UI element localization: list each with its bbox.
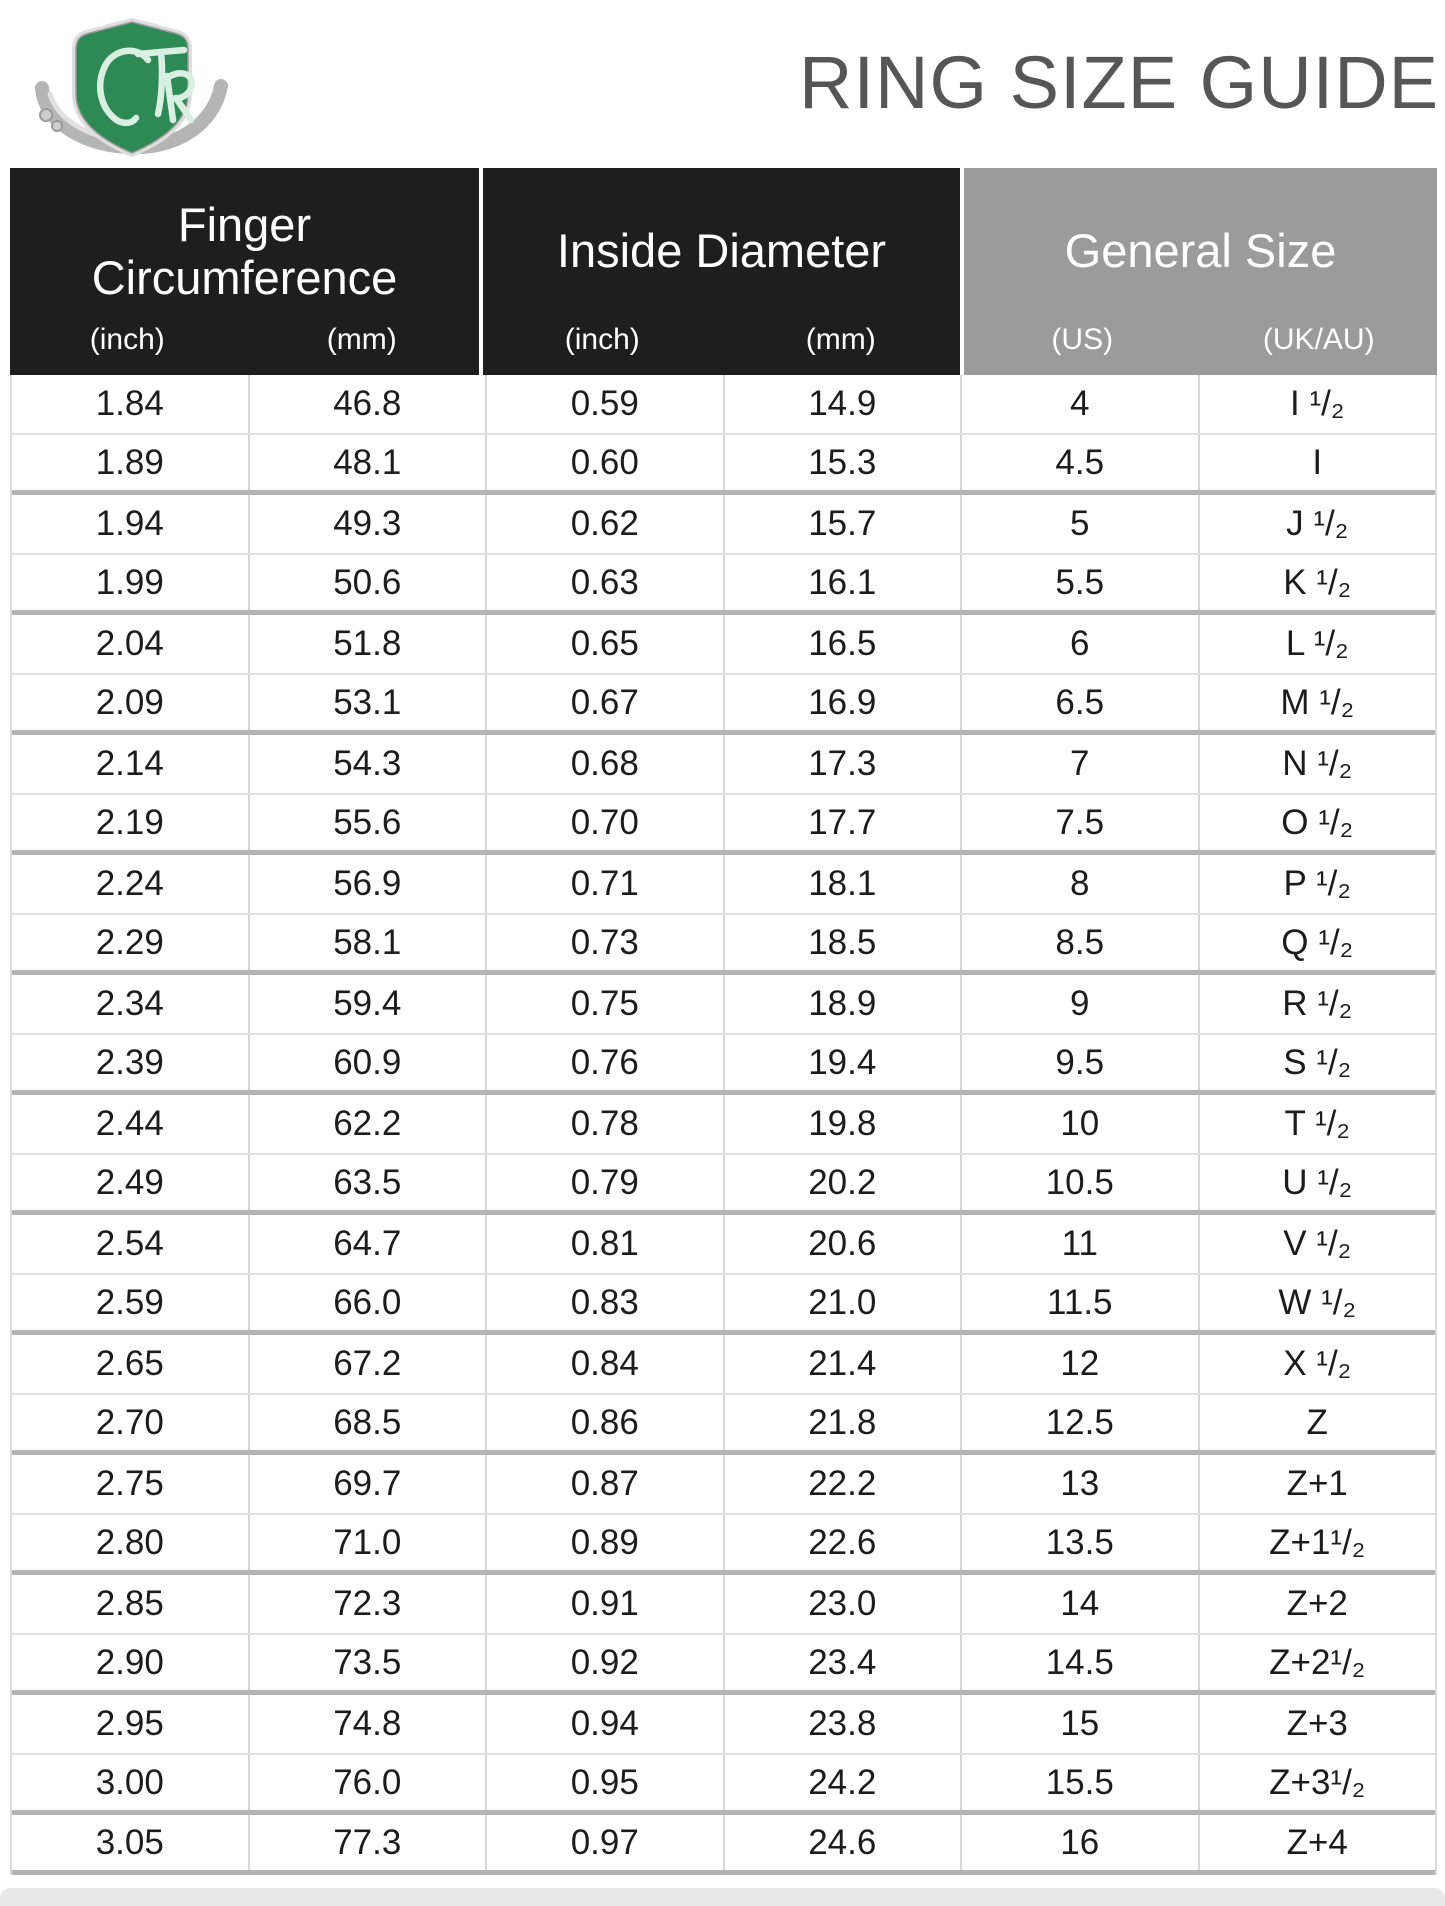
table-cell: M ¹/₂	[1280, 682, 1355, 722]
table-cell: 2.85	[12, 1575, 250, 1633]
table-cell: K ¹/₂	[1283, 562, 1352, 602]
table-cell: 6.5	[962, 675, 1200, 730]
table-row	[12, 555, 1435, 615]
table-cell: 0.89	[487, 1515, 725, 1570]
table-cell: 23.4	[725, 1635, 963, 1690]
table-cell: 71.0	[250, 1515, 488, 1570]
header-group-label: Inside Diameter	[556, 224, 887, 278]
table-cell: 20.2	[725, 1155, 963, 1210]
table-cell: 16.9	[725, 675, 963, 730]
table-cell: 49.3	[250, 495, 488, 553]
table-cell: 8.5	[962, 915, 1200, 970]
table-cell: S ¹/₂	[1283, 1042, 1352, 1082]
table-cell: 4	[962, 375, 1200, 433]
table-cell: 17.7	[725, 795, 963, 850]
table-row	[12, 855, 1435, 915]
table-cell: 0.68	[487, 735, 725, 793]
table-row	[12, 1215, 1435, 1275]
table-cell: Z+1¹/₂	[1269, 1522, 1366, 1562]
table-cell: 15.3	[725, 435, 963, 490]
table-cell: 14.9	[725, 375, 963, 433]
table-cell: 21.8	[725, 1395, 963, 1450]
table-cell: 72.3	[250, 1575, 488, 1633]
table-cell: 21.4	[725, 1335, 963, 1393]
table-cell: 24.6	[725, 1815, 963, 1870]
header-general-size	[964, 168, 1437, 375]
table-cell: V ¹/₂	[1283, 1224, 1352, 1263]
table-cell: O ¹/₂	[1281, 802, 1354, 842]
table-cell: 62.2	[250, 1095, 488, 1153]
table-cell: X ¹/₂	[1283, 1344, 1352, 1383]
table-cell: 0.91	[487, 1575, 725, 1633]
table-cell: Z+2	[1286, 1584, 1348, 1623]
table-row	[12, 1155, 1435, 1215]
table-cell: 23.0	[725, 1575, 963, 1633]
table-cell: 63.5	[250, 1155, 488, 1210]
table-row	[12, 795, 1435, 855]
table-cell: 23.8	[725, 1695, 963, 1753]
table-header	[10, 168, 1437, 375]
table-cell: 1.99	[12, 555, 250, 610]
table-cell: 0.78	[487, 1095, 725, 1153]
table-cell: 10	[962, 1095, 1200, 1153]
table-cell: 0.62	[487, 495, 725, 553]
subheader-us: (US)	[1051, 323, 1114, 356]
table-cell: 15	[962, 1695, 1200, 1753]
subheader-mm: (mm)	[326, 323, 397, 356]
table-cell: 2.59	[12, 1275, 250, 1330]
table-cell: 0.95	[487, 1755, 725, 1810]
table-cell: 0.65	[487, 615, 725, 673]
table-cell: 2.65	[12, 1335, 250, 1393]
table-cell: 0.84	[487, 1335, 725, 1393]
table-cell: U ¹/₂	[1282, 1162, 1353, 1202]
table-cell: 58.1	[250, 915, 488, 970]
table-cell: 18.1	[725, 855, 963, 913]
table-cell: 16.5	[725, 615, 963, 673]
table-cell: 16	[962, 1815, 1200, 1870]
table-cell: 21.0	[725, 1275, 963, 1330]
table-cell: 69.7	[250, 1455, 488, 1513]
table-cell: 67.2	[250, 1335, 488, 1393]
table-cell: 66.0	[250, 1275, 488, 1330]
table-body	[10, 375, 1437, 1875]
table-cell: 14	[962, 1575, 1200, 1633]
table-cell: 11.5	[962, 1275, 1200, 1330]
table-cell: 15.5	[962, 1755, 1200, 1810]
table-cell: 7	[962, 735, 1200, 793]
ctr-ring-illustration	[26, 2, 238, 158]
table-row	[12, 1275, 1435, 1335]
ring-size-table	[10, 168, 1437, 1875]
table-cell: 0.70	[487, 795, 725, 850]
table-cell: 0.59	[487, 375, 725, 433]
table-cell: 1.89	[12, 435, 250, 490]
table-cell: 68.5	[250, 1395, 488, 1450]
table-cell: 1.84	[12, 375, 250, 433]
table-cell: 56.9	[250, 855, 488, 913]
table-cell: Z+2¹/₂	[1269, 1642, 1366, 1682]
table-row	[12, 375, 1435, 435]
table-cell: 12	[962, 1335, 1200, 1393]
table-cell: 5.5	[962, 555, 1200, 610]
subheader-uk-au: (UK/AU)	[1262, 323, 1375, 356]
table-cell: 77.3	[250, 1815, 488, 1870]
ctr-ring-logo-icon	[26, 2, 238, 158]
table-cell: Z	[1306, 1402, 1328, 1442]
table-cell: 19.4	[725, 1035, 963, 1090]
table-row	[12, 675, 1435, 735]
table-row	[12, 1035, 1435, 1095]
table-cell: 0.81	[487, 1215, 725, 1273]
table-row	[12, 435, 1435, 495]
table-row	[12, 975, 1435, 1035]
table-cell: 0.73	[487, 915, 725, 970]
bottom-strip	[0, 1888, 1445, 1906]
header-finger-circumference	[10, 168, 479, 375]
table-cell: 46.8	[250, 375, 488, 433]
table-cell: 73.5	[250, 1635, 488, 1690]
table-row	[12, 1635, 1435, 1695]
table-row	[12, 915, 1435, 975]
table-cell: 2.80	[12, 1515, 250, 1570]
table-cell: 55.6	[250, 795, 488, 850]
table-cell: Q ¹/₂	[1281, 922, 1354, 962]
table-cell: 76.0	[250, 1755, 488, 1810]
table-cell: 2.44	[12, 1095, 250, 1153]
table-cell: 2.54	[12, 1215, 250, 1273]
table-cell: 0.79	[487, 1155, 725, 1210]
table-cell: 24.2	[725, 1755, 963, 1810]
table-cell: 54.3	[250, 735, 488, 793]
table-cell: N ¹/₂	[1282, 744, 1353, 783]
table-cell: 2.90	[12, 1635, 250, 1690]
header-group-label: Finger Circumference	[91, 197, 398, 304]
subheader-mm: (mm)	[805, 323, 876, 356]
table-cell: 50.6	[250, 555, 488, 610]
table-cell: I	[1312, 442, 1323, 482]
table-cell: 0.63	[487, 555, 725, 610]
table-cell: P ¹/₂	[1283, 864, 1351, 903]
table-cell: 0.92	[487, 1635, 725, 1690]
table-cell: 0.83	[487, 1275, 725, 1330]
table-cell: 13	[962, 1455, 1200, 1513]
table-cell: 2.14	[12, 735, 250, 793]
table-cell: 0.71	[487, 855, 725, 913]
table-cell: 18.9	[725, 975, 963, 1033]
table-cell: 10.5	[962, 1155, 1200, 1210]
header-inside-diameter	[483, 168, 960, 375]
subheader-inch: (inch)	[564, 323, 640, 356]
table-row	[12, 1815, 1435, 1875]
table-cell: 60.9	[250, 1035, 488, 1090]
table-cell: 6	[962, 615, 1200, 673]
table-cell: 2.75	[12, 1455, 250, 1513]
table-cell: 64.7	[250, 1215, 488, 1273]
table-cell: 0.94	[487, 1695, 725, 1753]
table-cell: 0.76	[487, 1035, 725, 1090]
table-cell: J ¹/₂	[1286, 504, 1349, 543]
table-cell: 14.5	[962, 1635, 1200, 1690]
table-cell: 53.1	[250, 675, 488, 730]
table-cell: 2.29	[12, 915, 250, 970]
table-cell: 0.75	[487, 975, 725, 1033]
table-cell: 2.34	[12, 975, 250, 1033]
header-group-label: General Size	[1064, 224, 1337, 278]
table-cell: W ¹/₂	[1278, 1282, 1357, 1322]
table-cell: 0.97	[487, 1815, 725, 1870]
table-cell: 2.24	[12, 855, 250, 913]
table-cell: 4.5	[962, 435, 1200, 490]
table-cell: 0.86	[487, 1395, 725, 1450]
table-cell: 11	[962, 1215, 1200, 1273]
table-cell: 9.5	[962, 1035, 1200, 1090]
table-row	[12, 1575, 1435, 1635]
table-cell: 3.05	[12, 1815, 250, 1870]
table-cell: 9	[962, 975, 1200, 1033]
table-row	[12, 1755, 1435, 1815]
table-cell: 1.94	[12, 495, 250, 553]
table-cell: T ¹/₂	[1284, 1104, 1350, 1143]
table-row	[12, 615, 1435, 675]
header-subcolumns	[483, 323, 960, 375]
table-cell: 0.87	[487, 1455, 725, 1513]
table-cell: 15.7	[725, 495, 963, 553]
table-row	[12, 1095, 1435, 1155]
table-row	[12, 735, 1435, 795]
table-cell: 22.6	[725, 1515, 963, 1570]
table-cell: R ¹/₂	[1282, 984, 1353, 1023]
table-row	[12, 1695, 1435, 1755]
table-row	[12, 1455, 1435, 1515]
table-cell: 2.49	[12, 1155, 250, 1210]
table-cell: 48.1	[250, 435, 488, 490]
table-cell: Z+4	[1286, 1822, 1348, 1862]
table-cell: 5	[962, 495, 1200, 553]
table-cell: 18.5	[725, 915, 963, 970]
table-cell: 59.4	[250, 975, 488, 1033]
table-cell: 16.1	[725, 555, 963, 610]
table-cell: 13.5	[962, 1515, 1200, 1570]
table-cell: 22.2	[725, 1455, 963, 1513]
table-cell: 0.60	[487, 435, 725, 490]
page-title: RING SIZE GUIDE	[799, 41, 1439, 124]
table-cell: I ¹/₂	[1290, 384, 1345, 423]
table-cell: 12.5	[962, 1395, 1200, 1450]
table-cell: 51.8	[250, 615, 488, 673]
table-cell: Z+3¹/₂	[1269, 1762, 1366, 1802]
table-cell: Z+3	[1286, 1704, 1348, 1743]
table-cell: 74.8	[250, 1695, 488, 1753]
table-cell: 19.8	[725, 1095, 963, 1153]
table-cell: 2.39	[12, 1035, 250, 1090]
subheader-inch: (inch)	[89, 323, 165, 356]
table-cell: 8	[962, 855, 1200, 913]
header-subcolumns	[964, 323, 1437, 375]
table-cell: 2.04	[12, 615, 250, 673]
table-cell: 0.67	[487, 675, 725, 730]
table-cell: Z+1	[1286, 1464, 1348, 1503]
table-cell: 20.6	[725, 1215, 963, 1273]
table-cell: L ¹/₂	[1285, 624, 1349, 663]
table-row	[12, 1395, 1435, 1455]
table-cell: 2.70	[12, 1395, 250, 1450]
table-cell: 3.00	[12, 1755, 250, 1810]
table-row	[12, 495, 1435, 555]
table-cell: 2.19	[12, 795, 250, 850]
table-cell: 2.09	[12, 675, 250, 730]
table-cell: 2.95	[12, 1695, 250, 1753]
header-subcolumns	[10, 323, 479, 375]
table-row	[12, 1335, 1435, 1395]
table-cell: 7.5	[962, 795, 1200, 850]
table-cell: 17.3	[725, 735, 963, 793]
table-row	[12, 1515, 1435, 1575]
